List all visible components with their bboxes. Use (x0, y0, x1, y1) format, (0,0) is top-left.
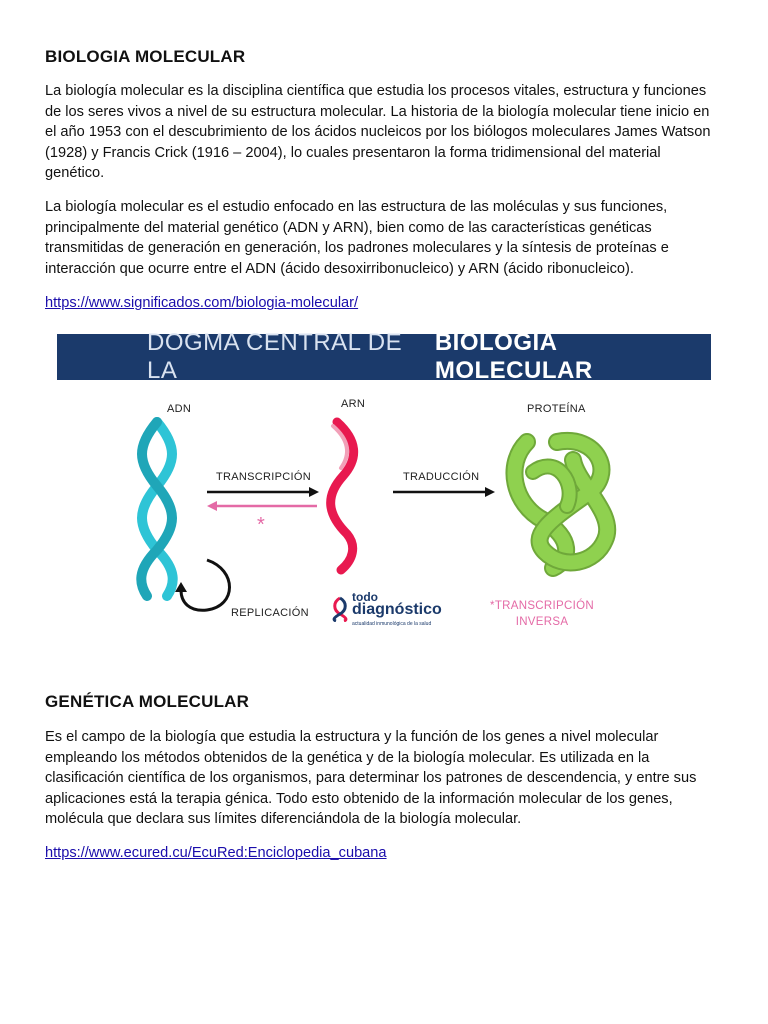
note-reverse-transcription (487, 598, 597, 630)
note-line-1: *TRANSCRIPCIÓN (490, 600, 594, 612)
logo-text-top: todo (352, 590, 378, 604)
paragraph-study: La biología molecular es el estudio enfocado en las estructura de las moléculas y sus funciones, principalmente del material genético (ADN y ARN), bien como de las características genéticas transmitidas de generación en generación, los padrones moleculares y la síntesis de proteínas e interacción que ocurre entre el ADN (ácido desoxirribonucleico) y ARN (ácido ribonucleico). (45, 199, 669, 277)
source-link-significados[interactable]: https://www.significados.com/biologia-molecular/ (45, 295, 359, 311)
logo-text-main: diagnóstico (352, 601, 442, 618)
label-transcripcion: TRANSCRIPCIÓN (216, 471, 311, 483)
heading-genetica-molecular: GENÉTICA MOLECULAR (45, 692, 250, 711)
heading-biologia-molecular: BIOLOGIA MOLECULAR (45, 47, 246, 66)
rna-strand-icon (331, 422, 354, 570)
paragraph-genetica: Es el campo de la biología que estudia la estructura y la función de los genes a nivel molecular empleando los métodos obtenidos de la genética y de la biología molecular. Es utilizada en la clasificación científica de los organismos, para determinar los patrones de descendencia, y entre sus aplicaciones está la terapia génica. Todo esto obtenido de la información molecular de los genes, molécula que declara sus límites diferenciándola de la biología molecular. (45, 729, 697, 827)
logo-mark-icon (330, 596, 350, 622)
reverse-transcription-arrow-icon (207, 501, 317, 511)
label-traduccion: TRADUCCIÓN (403, 471, 480, 483)
label-adn: ADN (167, 403, 192, 415)
replication-arrow-icon (175, 560, 230, 610)
asterisk-marker: * (257, 514, 266, 536)
label-arn: ARN (341, 398, 366, 410)
dogma-diagram (57, 334, 711, 634)
banner-title-bold: BIOLOGÍA MOLECULAR (434, 329, 593, 384)
todo-diagnostico-logo (330, 590, 450, 630)
transcription-arrow-icon (207, 487, 319, 497)
note-line-2: INVERSA (515, 616, 569, 628)
banner-title-thin: DOGMA CENTRAL DE LA (147, 329, 403, 384)
source-link-ecured[interactable]: https://www.ecured.cu/EcuRed:Enciclopedia_cubana (45, 845, 387, 861)
logo-tagline: actualidad inmunológica de la salud (352, 621, 432, 627)
label-replicacion: REPLICACIÓN (231, 607, 309, 619)
translation-arrow-icon (393, 487, 495, 497)
central-dogma-figure (57, 329, 711, 634)
protein-icon (514, 441, 607, 568)
label-proteina: PROTEÍNA (527, 403, 586, 415)
dna-helix-icon (141, 422, 172, 596)
paragraph-intro: La biología molecular es la disciplina científica que estudia los procesos vitales, estructura y funciones de los seres vivos a nivel de su estructura molecular. La historia de la biología molecular tiene inicio en el año 1953 con el descubrimiento de los ácidos nucleicos por los biólogos moleculares James Watson (1928) y Francis Crick (1916 – 2004), lo cuales presentaron la forma tridimensional del material genético. (45, 83, 711, 181)
